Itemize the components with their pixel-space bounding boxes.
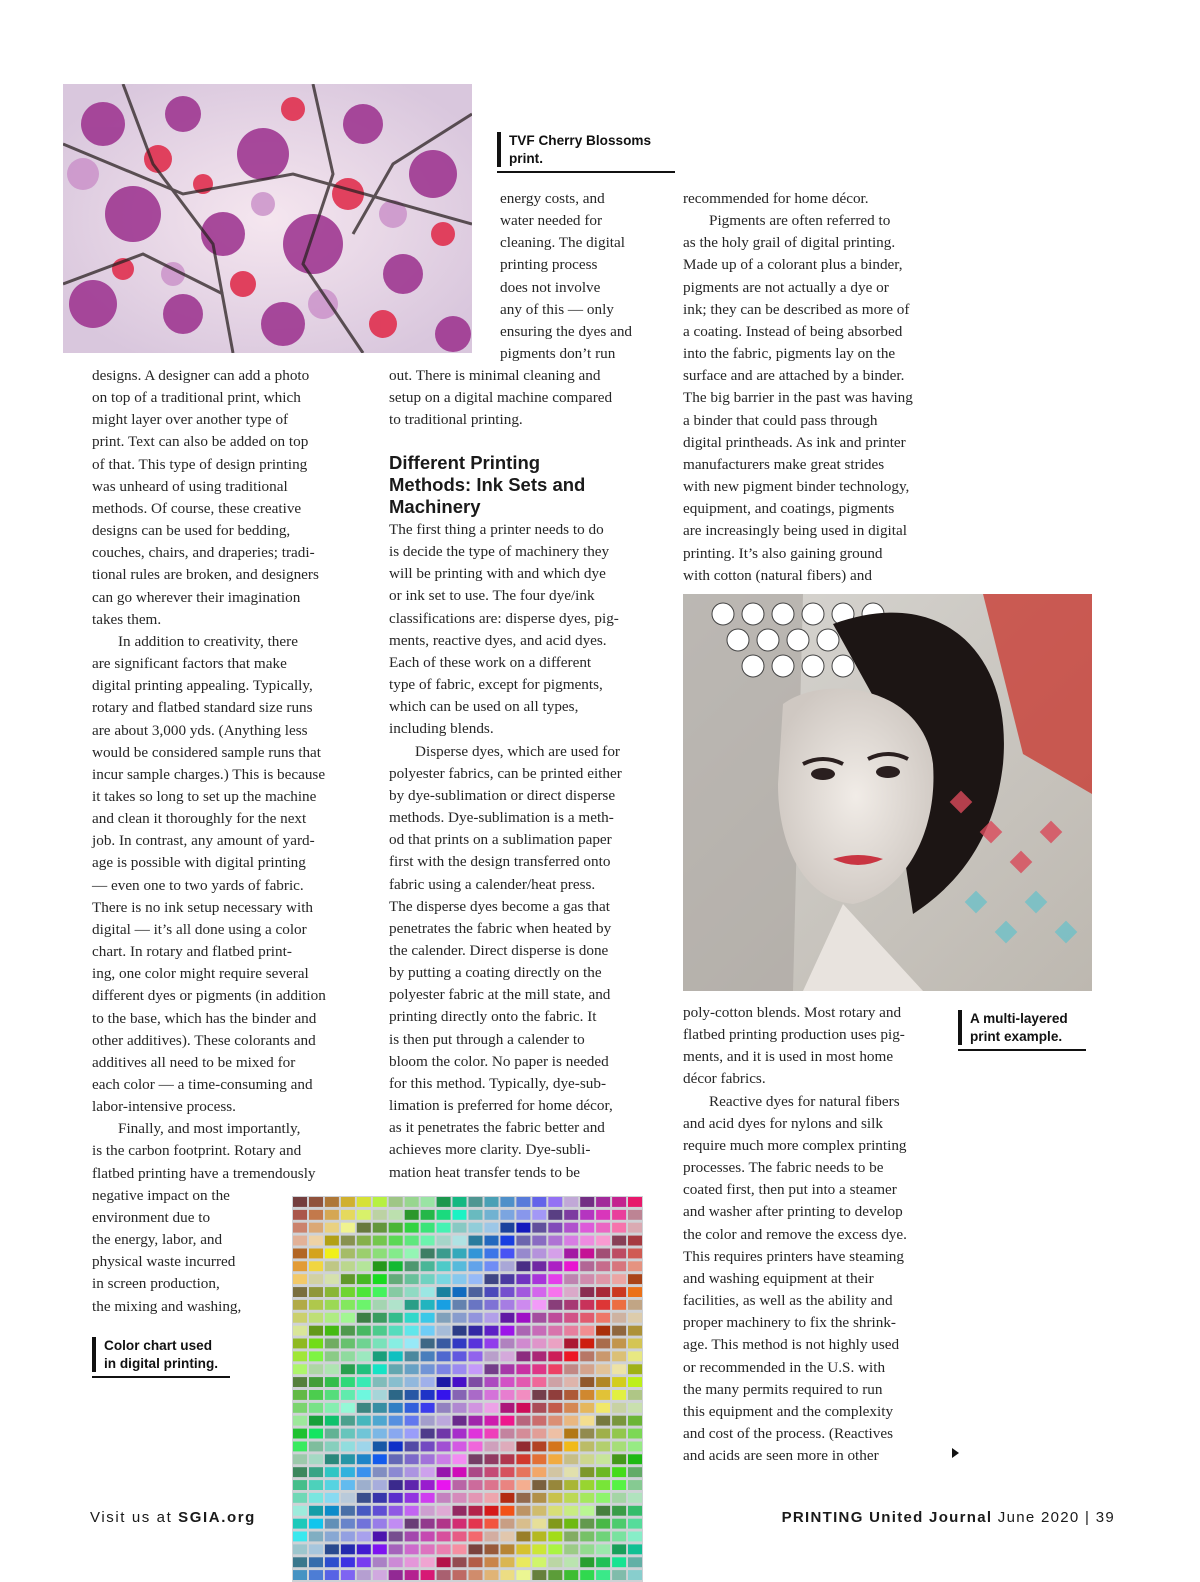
caption-rule [497,171,675,173]
column-3-top-text: recommended for home décor. Pigments are often referred to as the holy grail of digital printing. Made up of a colorant plus a binder, pigments are not actually a dye or ink; they can be described as more of a coating. Instead of being absorbed into the fabric, pigments lay on the surface and are attached by a binder. The big barrier in the past was having a binder that could pass through digital printheads. As ink and printer manufacturers make great strides with new pigment binder technology, equipment, and coatings, pigments are increasingly being used in digital printing. It’s also gaining ground with cotton (natural fibers) and [683,190,913,584]
footer-website: Visit us at SGIA.org [90,1509,256,1526]
caption-cherry-blossoms [497,132,651,167]
multi-layered-print-photo [683,594,1092,991]
caption-color-chart: Color chart used in digital printing. [92,1337,218,1372]
cherry-blossoms-photo [63,84,472,353]
column-2-body-text: The first thing a printer needs to do is decide the type of machinery they will be printing with and which dye or ink set to use. The four dye/ink classifications are: disperse dyes, pig- ments, reactive dyes, and acid dyes. Each of these work on a different type of fabric, except for pigments, which can be used on all types, including blends. Disperse dyes, which are used for polyester fabrics, can be printed either by dye-sublimation or direct disperse methods. Dye-sublimation is a meth- od that prints on a sublimation paper first with the design transferred onto fabric using a calender/heat press. The disperse dyes become a gas that penetrates the fabric when heated by the calender. Direct disperse is done by putting a coating directly on the polyester fabric at the mill state, and printing directly onto the fabric. It is then put through a calender to bloom the color. No paper is needed for this method. Typically, dye-sub- limation is preferred for home décor, as it penetrates the fabric better and achieves more clarity. Dye-subli- mation heat transfer tends to be [389,521,622,1181]
column-3-bottom-text: poly-cotton blends. Most rotary and flatbed printing production uses pig- ments, and it is used in most home décor fabrics. Reactive dyes for natural fibers and acid dyes for nylons and silk require much more complex printing processes. The fabric needs to be coated first, then put into a steamer and washer after printing to develop the color and remove the excess dye. This requires printers have steaming and washing equipment at their facilities, as well as the ability and proper machinery to fix the shrink- age. This method is not highly used or recommended in the U.S. with the many permits required to run this equipment and the complexity and cost of the process. (Reactives and acids are seen more in other [683,1004,907,1465]
caption-rule [92,1376,230,1378]
column-2-top-text: energy costs, and water needed for cleaning. The digital printing process does not involve any of this — only ensuring the dyes and pigments don’t run [500,190,633,363]
continue-arrow-icon [952,1448,959,1458]
caption-line: print. [509,150,543,166]
column-1-text: designs. A designer can add a photo on top of a traditional print, which might layer over another type of print. Text can also be added on top of that. This type of design printing was unheard of using traditional methods. Of course, these creative designs can be used for bedding, couches, chairs, and draperies; tradi- tional rules are broken, and designers can go wherever their imagination takes them. In addition to creativity, there are significant factors that make digital printing appealing. Typically, rotary and flatbed standard size runs are about 3,000 yds. (Anything less would be considered sample runs that incur sample charges.) This is because it takes so long to set up the machine and clean it thoroughly for the next job. In contrast, any amount of yard- age is possible with digital printing — even one to two yards of fabric. There is no ink setup necessary with digital — it’s all done using a color chart. In rotary and flatbed print- ing, one color might require several different dyes or pigments (in addition to the base, which has the binder and other additives). These colorants and additives all need to be mixed for each color — a time-consuming and labor-intensive process. Finally, and most importantly, is the carbon footprint. Rotary and flatbed printing have a tremendously negative impact on the environment due to the energy, labor, and physical waste incurred in screen production, the mixing and washing, [92,367,326,1315]
section-heading: Different Printing Methods: Ink Sets and Machinery [389,452,586,517]
caption-line: TVF Cherry Blossoms [509,133,652,148]
footer-page-info: PRINTING United Journal June 2020 | 39 [781,1509,1115,1526]
caption-multi-layered: A multi-layered print example. [958,1010,1068,1045]
column-2-mid-text: out. There is minimal cleaning and setup on a digital machine compared to traditional printing. [389,367,613,429]
color-chart-photo [292,1196,643,1582]
caption-rule [958,1049,1086,1051]
